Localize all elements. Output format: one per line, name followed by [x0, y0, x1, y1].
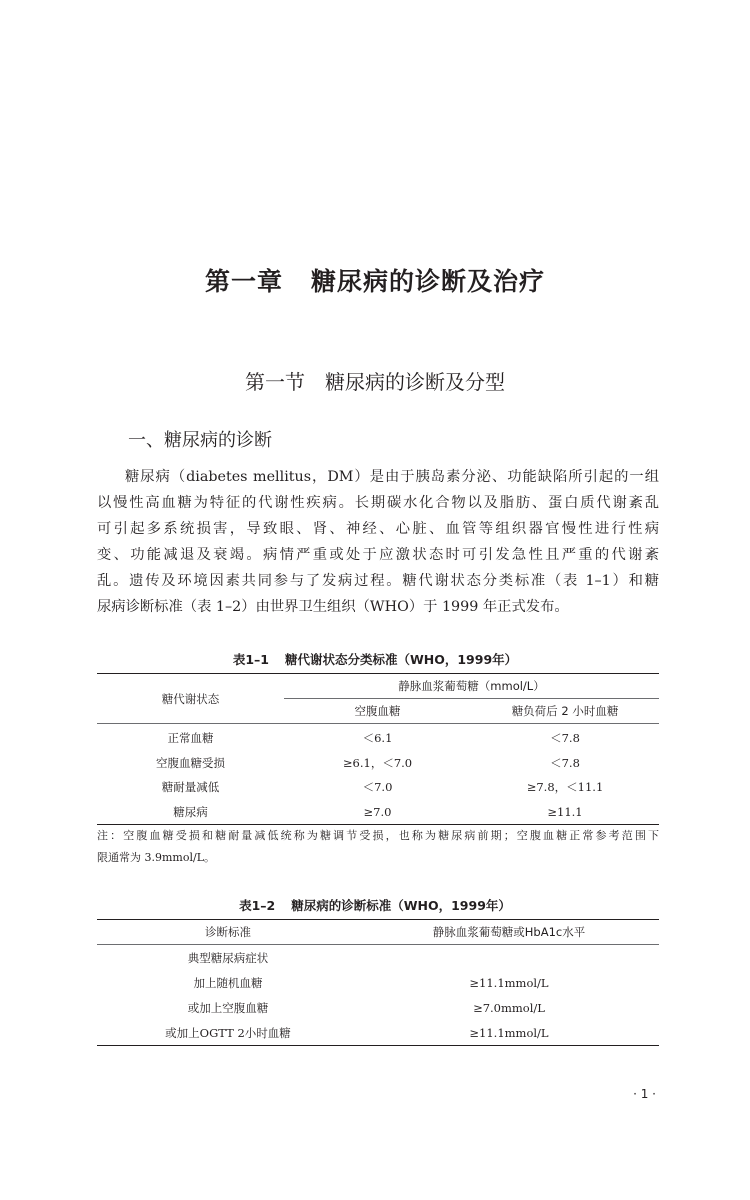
table1-cell: 正常血糖 — [167, 731, 214, 746]
table2-cell — [359, 945, 659, 971]
table1-cell: 空腹血糖受损 — [156, 755, 225, 770]
paragraph-line: 以慢性高血糖为特征的代谢性疾病。长期碳水化合物以及脂肪、蛋白质代谢紊乱 — [97, 495, 659, 511]
table2-cell: ≥11.1mmol/L — [469, 975, 549, 990]
chapter-title-text: 糖尿病的诊断及治疗 — [311, 267, 546, 296]
table1-col-header: 空腹血糖 — [284, 699, 471, 724]
page-number: · 1 · — [633, 1087, 656, 1101]
paragraph-line: 乱。遗传及环境因素共同参与了发病过程。糖代谢状态分类标准（表 1–1）和糖 — [97, 573, 659, 589]
table1-row-header: 糖代谢状态 — [97, 674, 284, 724]
table-row — [97, 945, 659, 971]
table1 — [97, 673, 659, 825]
table2-cell: ≥7.0mmol/L — [473, 1000, 545, 1015]
table1-group-header: 静脉血浆葡萄糖（mmol/L） — [284, 674, 659, 699]
table1-cell: ≥7.8，＜11.1 — [526, 780, 604, 795]
table1-title: 糖代谢状态分类标准（WHO，1999年） — [284, 652, 518, 667]
table1-col-header: 糖负荷后 2 小时血糖 — [471, 699, 659, 724]
table-row — [97, 1020, 659, 1046]
table2 — [97, 919, 659, 1046]
subsection-title: 一、糖尿病的诊断 — [128, 430, 272, 451]
table2-caption — [0, 896, 750, 914]
table1-cell: ≥11.1 — [471, 800, 659, 825]
table1-cell: ＜7.8 — [550, 731, 580, 746]
table2-cell: 或加上空腹血糖 — [187, 1000, 269, 1015]
table-row — [97, 724, 659, 751]
note-line: 注：空腹血糖受损和糖耐量减低统称为糖调节受损，也称为糖尿病前期；空腹血糖正常参考范围下 — [97, 829, 659, 842]
chapter-title — [0, 262, 750, 298]
table1-cell: ≥6.1，＜7.0 — [342, 755, 413, 770]
note-line: 限通常为 3.9mmol/L。 — [97, 851, 216, 864]
table1-cell: ＜6.1 — [362, 731, 393, 746]
table1-caption — [0, 650, 750, 668]
table-row — [97, 995, 659, 1020]
table1-cell: ≥7.0 — [284, 800, 471, 825]
table1-cell: ＜7.0 — [362, 780, 393, 795]
paragraph-line: 变、功能减退及衰竭。病情严重或处于应激状态时可引发急性且严重的代谢紊 — [97, 547, 659, 563]
table-row — [97, 775, 659, 800]
table1-cell: ＜7.8 — [550, 755, 580, 770]
table2-cell: 加上随机血糖 — [193, 975, 263, 990]
section-title-text: 糖尿病的诊断及分型 — [325, 370, 505, 394]
table2-col-header: 静脉血浆葡萄糖或HbA1c水平 — [359, 920, 659, 945]
section-label: 第一节 — [245, 370, 305, 394]
table2-cell: ≥11.1mmol/L — [359, 1020, 659, 1046]
chapter-label: 第一章 — [204, 267, 283, 296]
paragraph-line: 糖尿病（diabetes mellitus，DM）是由于胰岛素分泌、功能缺陷所引起的一组 — [125, 469, 659, 485]
table1-number: 表1–1 — [232, 652, 269, 667]
table2-cell: 典型糖尿病症状 — [187, 950, 269, 965]
table1-cell: 糖尿病 — [97, 800, 284, 825]
table-row — [97, 800, 659, 825]
table1-cell: 糖耐量减低 — [161, 780, 220, 795]
paragraph-line: 尿病诊断标准（表 1–2）由世界卫生组织（WHO）于 1999 年正式发布。 — [97, 599, 569, 615]
table2-title: 糖尿病的诊断标准（WHO，1999年） — [291, 898, 511, 913]
table-row — [97, 751, 659, 776]
table1-note — [97, 825, 659, 869]
paragraph-line: 可引起多系统损害，导致眼、肾、神经、心脏、血管等组织器官慢性进行性病 — [97, 521, 659, 537]
table2-number: 表1–2 — [239, 898, 276, 913]
section-title — [0, 366, 750, 395]
body-paragraph — [97, 464, 659, 620]
table-row — [97, 970, 659, 995]
table2-cell: 或加上OGTT 2小时血糖 — [97, 1020, 359, 1046]
table2-col-header: 诊断标准 — [97, 920, 359, 945]
